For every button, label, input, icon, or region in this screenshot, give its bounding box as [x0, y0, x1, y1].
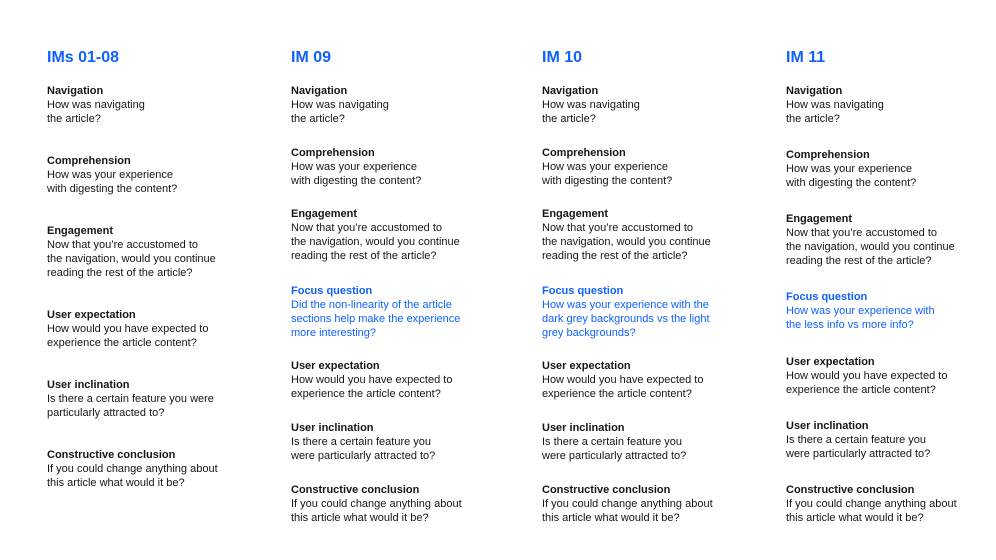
question-title: User expectation	[291, 360, 380, 372]
question-title: Focus question	[291, 285, 373, 297]
question-focus	[542, 284, 742, 340]
question-title: Constructive conclusion	[542, 484, 671, 496]
question-focus	[291, 284, 491, 340]
question-title: Navigation	[542, 85, 599, 97]
question-text: How was your experience with digesting the content?	[47, 169, 178, 195]
question-text: How would you have expected to experience the article content?	[542, 374, 704, 400]
question-engagement	[47, 224, 247, 280]
question-title: Engagement	[47, 225, 114, 237]
question-title: User expectation	[786, 356, 875, 368]
question-title: Comprehension	[47, 155, 131, 167]
question-comprehension	[786, 148, 986, 190]
column-title: IM 09	[291, 49, 332, 66]
question-text: Now that you’re accustomed to the navigation, would you continue reading the rest of the article?	[47, 239, 216, 279]
question-text: How was your experience with the dark grey backgrounds vs the light grey backgrounds?	[542, 299, 710, 339]
question-constructive-conclusion	[786, 483, 986, 525]
question-title: Comprehension	[291, 147, 375, 159]
question-title: User inclination	[291, 422, 374, 434]
question-comprehension	[291, 146, 491, 188]
question-title: Engagement	[542, 208, 609, 220]
question-title: Constructive conclusion	[786, 484, 915, 496]
question-user-inclination	[291, 421, 491, 463]
question-comprehension	[47, 154, 247, 196]
question-text: How would you have expected to experience the article content?	[291, 374, 453, 400]
question-text: How was your experience with the less info vs more info?	[786, 305, 935, 331]
question-title: Navigation	[291, 85, 348, 97]
question-title: Engagement	[786, 213, 853, 225]
question-title: Focus question	[542, 285, 624, 297]
question-user-expectation	[786, 355, 986, 397]
question-comprehension	[542, 146, 742, 188]
question-text: If you could change anything about this article what would it be?	[291, 498, 462, 524]
question-title: User expectation	[542, 360, 631, 372]
question-engagement	[786, 212, 986, 268]
question-text: If you could change anything about this article what would it be?	[786, 498, 957, 524]
question-text: Is there a certain feature you were particularly attracted to?	[786, 434, 931, 460]
question-text: Now that you’re accustomed to the navigation, would you continue reading the rest of the article?	[542, 222, 711, 262]
question-title: Navigation	[786, 85, 843, 97]
question-constructive-conclusion	[47, 448, 247, 490]
question-text: How was navigating the article?	[291, 99, 389, 125]
question-user-inclination	[542, 421, 742, 463]
question-text: How was your experience with digesting the content?	[542, 161, 673, 187]
question-user-expectation	[291, 359, 491, 401]
question-text: If you could change anything about this article what would it be?	[542, 498, 713, 524]
question-text: How was navigating the article?	[542, 99, 640, 125]
question-text: If you could change anything about this article what would it be?	[47, 463, 218, 489]
question-title: User inclination	[786, 420, 869, 432]
question-title: Constructive conclusion	[47, 449, 176, 461]
question-text: How would you have expected to experience the article content?	[47, 323, 209, 349]
question-user-expectation	[542, 359, 742, 401]
column-title: IMs 01-08	[47, 49, 120, 66]
question-title: User expectation	[47, 309, 136, 321]
question-navigation	[542, 84, 742, 126]
question-text: Is there a certain feature you were particularly attracted to?	[542, 436, 687, 462]
question-text: How was navigating the article?	[47, 99, 145, 125]
column-title: IM 11	[786, 49, 826, 66]
question-text: Is there a certain feature you were particularly attracted to?	[291, 436, 436, 462]
question-text: Now that you’re accustomed to the navigation, would you continue reading the rest of the article?	[786, 227, 955, 267]
question-title: Constructive conclusion	[291, 484, 420, 496]
question-title: User inclination	[542, 422, 625, 434]
column-title: IM 10	[542, 49, 583, 66]
question-engagement	[291, 207, 491, 263]
question-text: How was your experience with digesting the content?	[291, 161, 422, 187]
question-user-expectation	[47, 308, 247, 350]
question-navigation	[786, 84, 986, 126]
question-focus	[786, 290, 986, 332]
question-text: How was your experience with digesting the content?	[786, 163, 917, 189]
question-title: Navigation	[47, 85, 104, 97]
question-user-inclination	[47, 378, 247, 420]
question-title: Engagement	[291, 208, 358, 220]
question-title: User inclination	[47, 379, 130, 391]
question-constructive-conclusion	[542, 483, 742, 525]
question-text: Now that you’re accustomed to the navigation, would you continue reading the rest of the article?	[291, 222, 460, 262]
question-engagement	[542, 207, 742, 263]
question-text: How would you have expected to experience the article content?	[786, 370, 948, 396]
question-text: Did the non-linearity of the article sections help make the experience more interesting?	[291, 299, 461, 339]
question-navigation	[291, 84, 491, 126]
question-text: How was navigating the article?	[786, 99, 884, 125]
question-user-inclination	[786, 419, 986, 461]
question-constructive-conclusion	[291, 483, 491, 525]
question-title: Focus question	[786, 291, 868, 303]
question-text: Is there a certain feature you were particularly attracted to?	[47, 393, 214, 419]
question-title: Comprehension	[542, 147, 626, 159]
question-navigation	[47, 84, 247, 126]
question-title: Comprehension	[786, 149, 870, 161]
